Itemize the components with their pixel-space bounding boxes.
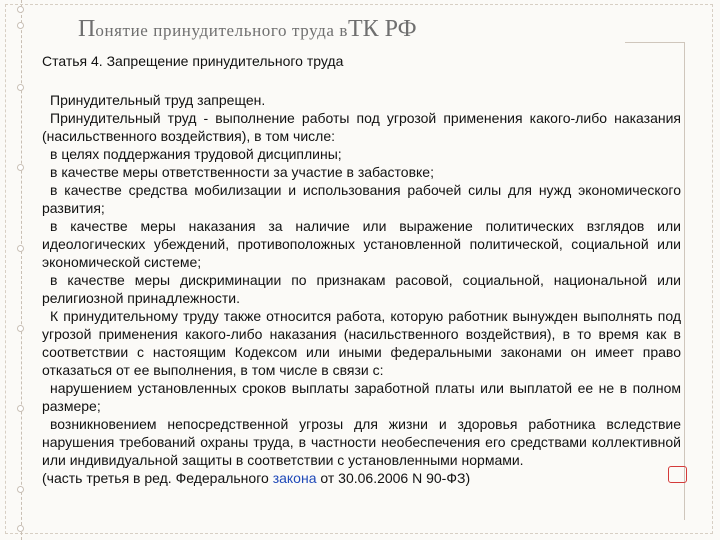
paragraph-definition: Принудительный труд - выполнение работы под угрозой применения какого-либо наказания (насильственного воздействия), в том числе: [42,110,681,144]
circle-icon [17,22,24,29]
circle-icon [17,325,24,332]
list-item: в качестве меры наказания за наличие или выражение политических взглядов или идеологических убеждений, противоположных установленной политической, социальной или экономической системе; [42,218,681,270]
highlight-box [668,466,687,483]
circle-icon [17,245,24,252]
law-link[interactable]: закона [272,470,317,486]
list-item: нарушением установленных сроков выплаты заработной платы или выплатой ее не в полном размере; [42,380,681,414]
circle-icon [17,84,24,91]
title-first-cap: П [78,16,96,42]
paragraph-also-forced: К принудительному труду также относится работа, которую работник вынужден выполнять под угрозой применения какого-либо наказания (насильственного воздействия), в то время как в соответствии с настоящим Кодексом или иными федеральными законами он имеет право отказаться от ее выполнения, в том числе в связи с: [42,308,681,378]
article-heading: Статья 4. Запрещение принудительного труда [42,53,344,69]
article-text [42,52,681,487]
list-item: возникновением непосредственной угрозы для жизни и здоровья работника вследствие нарушения требований охраны труда, в частности необеспечения его средствами коллективной или индивидуальной защиты в соответствии с установленными нормами. [42,416,681,468]
paragraph-ban: Принудительный труд запрещен. [50,92,266,108]
circle-icon [17,525,24,532]
list-item: в качестве меры дискриминации по признакам расовой, социальной, национальной или религиозной принадлежности. [42,272,681,306]
amendment-note [42,469,681,487]
list-item: в качестве средства мобилизации и использования рабочей силы для нужд экономического развития; [42,182,681,216]
slide-title [78,16,417,43]
circle-icon [17,6,24,13]
circle-icon [17,164,24,171]
note-prefix: (часть третья в ред. Федерального [42,470,273,486]
circle-icon [17,405,24,412]
circle-icon [17,486,24,493]
title-rest: онятие принудительного труда в [95,21,348,40]
list-item: в качестве меры ответственности за участие в забастовке; [50,164,434,180]
note-suffix: от 30.06.2006 N 90-ФЗ) [316,470,471,486]
title-end: ТК РФ [347,16,417,42]
list-item: в целях поддержания трудовой дисциплины; [50,146,342,162]
decorative-dots [14,0,28,540]
